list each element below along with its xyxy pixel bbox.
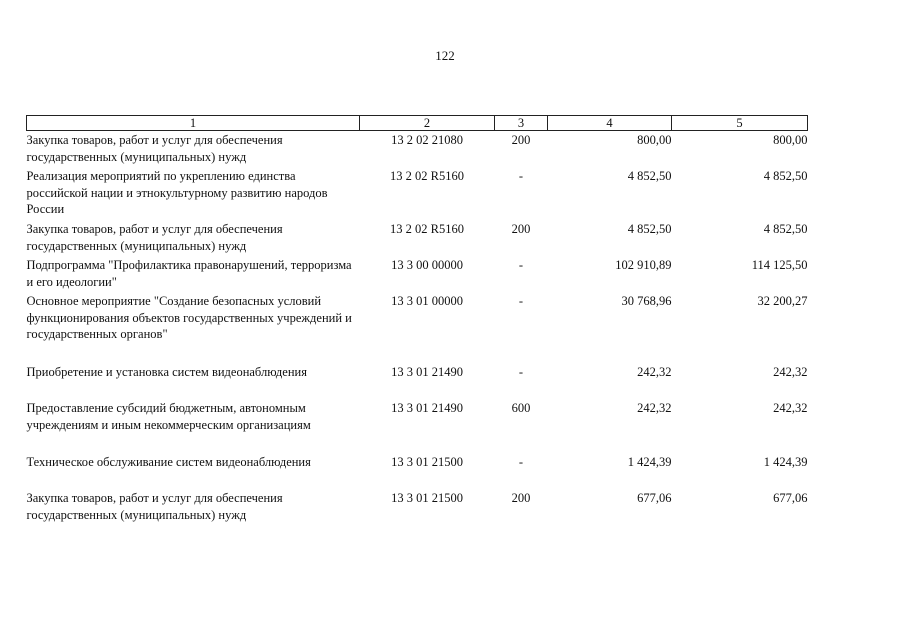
row-expense-type: 600 (511, 401, 531, 415)
row-sum-col4: 102 910,89 (615, 258, 672, 272)
row-sum-col4: 4 852,50 (627, 169, 672, 183)
table-row (27, 292, 808, 363)
table-row (27, 256, 808, 292)
table-row (27, 220, 808, 256)
header-col-3: 3 (495, 116, 548, 131)
row-expense-type: - (518, 169, 524, 183)
row-sum-col5: 1 424,39 (763, 455, 808, 469)
table-row (27, 453, 808, 489)
row-expense-type: 200 (511, 491, 531, 505)
row-sum-col5: 677,06 (773, 491, 808, 505)
header-col-5: 5 (672, 116, 808, 131)
row-sum-col5: 4 852,50 (763, 222, 808, 236)
row-name: Приобретение и установка систем видеонаблюдения (26, 365, 307, 379)
row-expense-type: 200 (511, 133, 531, 147)
row-sum-col5: 800,00 (773, 133, 808, 147)
row-sum-col4: 677,06 (637, 491, 672, 505)
row-expense-type: - (518, 455, 524, 469)
row-sum-col5: 114 125,50 (751, 258, 808, 272)
row-name: Подпрограмма "Профилактика правонарушений, терроризма и его идеологии" (26, 258, 352, 289)
row-code: 13 3 01 21490 (391, 365, 463, 379)
row-code: 13 3 01 00000 (391, 294, 463, 308)
row-expense-type: - (518, 294, 524, 308)
row-code: 13 2 02 R5160 (390, 169, 464, 183)
row-sum-col4: 800,00 (637, 133, 672, 147)
row-sum-col5: 4 852,50 (763, 169, 808, 183)
row-name: Закупка товаров, работ и услуг для обеспечения государственных (муниципальных) нужд (26, 133, 283, 164)
row-code: 13 3 01 21500 (391, 455, 463, 469)
table-row (27, 363, 808, 399)
row-sum-col4: 242,32 (637, 365, 672, 379)
row-code: 13 3 01 21490 (391, 401, 463, 415)
row-sum-col5: 32 200,27 (757, 294, 808, 308)
row-name: Основное мероприятие "Создание безопасных условий функционирования объектов государственных учреждений и государственных органов" (26, 294, 352, 341)
row-sum-col5: 242,32 (773, 365, 808, 379)
table-row (27, 167, 808, 220)
row-name: Закупка товаров, работ и услуг для обеспечения государственных (муниципальных) нужд (26, 222, 283, 253)
table-row (27, 399, 808, 453)
table-row (27, 131, 808, 168)
row-name: Предоставление субсидий бюджетным, автономным учреждениям и иным некоммерческим организациям (26, 401, 311, 432)
row-sum-col4: 30 768,96 (621, 294, 672, 308)
header-col-2: 2 (360, 116, 495, 131)
row-sum-col5: 242,32 (773, 401, 808, 415)
header-col-1: 1 (27, 116, 360, 131)
row-code: 13 2 02 R5160 (390, 222, 464, 236)
table-row (27, 489, 808, 525)
page-number: 122 (435, 48, 455, 63)
table-header-row (27, 116, 808, 131)
row-sum-col4: 1 424,39 (627, 455, 672, 469)
row-sum-col4: 4 852,50 (627, 222, 672, 236)
row-code: 13 2 02 21080 (391, 133, 463, 147)
row-expense-type: 200 (511, 222, 531, 236)
budget-table (26, 115, 808, 525)
header-col-4: 4 (548, 116, 672, 131)
row-name: Реализация мероприятий по укреплению единства российской нации и этнокультурному развитию народов России (26, 169, 328, 216)
row-code: 13 3 00 00000 (391, 258, 463, 272)
row-expense-type: - (518, 258, 524, 272)
row-name: Закупка товаров, работ и услуг для обеспечения государственных (муниципальных) нужд (26, 491, 283, 522)
row-expense-type: - (518, 365, 524, 379)
row-name: Техническое обслуживание систем видеонаблюдения (26, 455, 311, 469)
row-sum-col4: 242,32 (637, 401, 672, 415)
row-code: 13 3 01 21500 (391, 491, 463, 505)
